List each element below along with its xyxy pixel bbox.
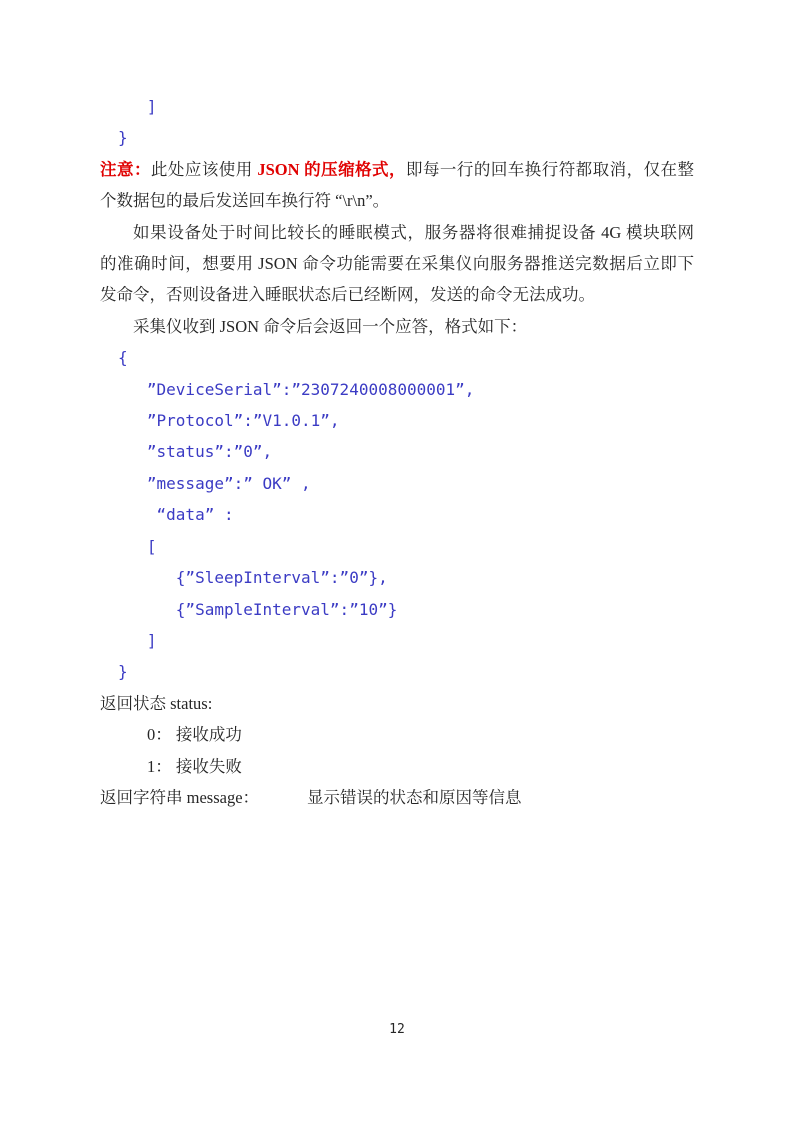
reply-intro: 采集仪收到 JSON 命令后会返回一个应答，格式如下：: [133, 316, 528, 336]
status-title: 返回状态 status:: [100, 693, 213, 713]
json-prev-line: ]: [118, 97, 157, 116]
json-response-line: ”status”:”0”,: [118, 442, 273, 462]
message-label: 返回字符串 message：: [100, 787, 260, 807]
document-body: [100, 91, 694, 813]
json-response-line: }: [118, 662, 128, 682]
json-response-line: {”SleepInterval”:”0”},: [118, 568, 388, 588]
json-response-line: ”Protocol”:”V1.0.1”,: [118, 411, 340, 431]
message-description: 显示错误的状态和原因等信息: [307, 787, 522, 807]
note-text: 此处应该使用: [150, 159, 258, 179]
page-number: 12: [389, 1022, 405, 1037]
status-item: 0： 接收成功: [147, 725, 242, 745]
body-paragraph-line: 如果设备处于时间比较长的睡眠模式，服务器将很难捕捉设备 4G 模块联网: [133, 222, 694, 242]
json-response-line: {”SampleInterval”:”10”}: [118, 599, 398, 619]
note-text: 即每一行的回车换行符都取消，仅在整: [405, 159, 695, 179]
status-item: 1： 接收失败: [147, 756, 242, 776]
body-paragraph-line: 的准确时间，想要用 JSON 命令功能需要在采集仪向服务器推送完数据后立即下: [100, 254, 694, 274]
note-paragraph-line2: 个数据包的最后发送回车换行符 “\r\n”。: [100, 191, 390, 211]
json-response-line: [: [118, 536, 157, 556]
note-paragraph-line1: [100, 154, 694, 185]
json-prev-line: }: [118, 128, 128, 148]
json-response-line: “data” :: [118, 505, 234, 525]
json-response-line: ”message”:” OK” ,: [118, 473, 311, 493]
json-response-line: ]: [118, 630, 157, 650]
json-response-line: {: [118, 348, 128, 368]
note-emphasis: JSON 的压缩格式，: [257, 159, 406, 179]
json-response-line: ”DeviceSerial”:”2307240008000001”,: [118, 379, 475, 399]
note-label: 注意：: [100, 159, 151, 179]
message-line: [100, 782, 694, 813]
body-paragraph-line: 发命令，否则设备进入睡眠状态后已经断网，发送的命令无法成功。: [100, 285, 595, 305]
